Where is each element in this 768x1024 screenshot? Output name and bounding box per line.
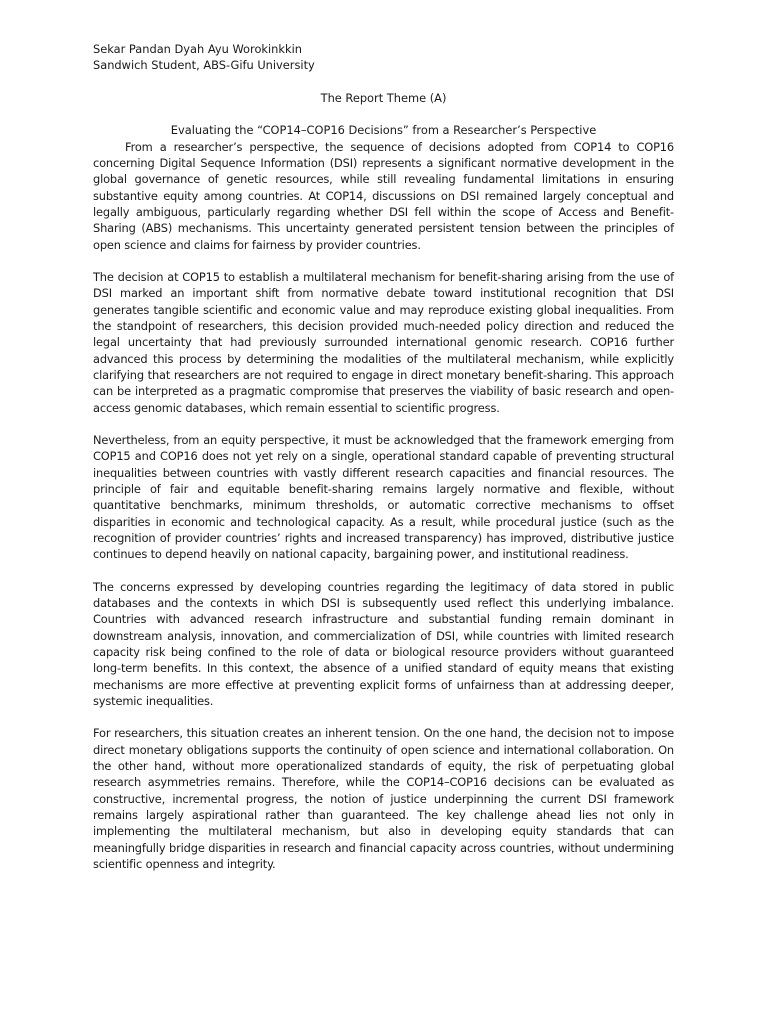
- body-paragraph: For researchers, this situation creates an inherent tension. On the one hand, the decision not to impose direct monetary obligations supports the continuity of open science and international collaboration. On the other hand, without more operationalized standards of equity, the risk of perpetuating global research asymmetries remains. Therefore, while the COP14–COP16 decisions can be evaluated as constructive, incremental progress, the notion of justice underpinning the current DSI framework remains largely aspirational rather than guaranteed. The key challenge ahead lies not only in implementing the multilateral mechanism, but also in developing equity standards that can meaningfully bridge disparities in research and financial capacity across countries, without undermining scientific openness and integrity.: [93, 726, 674, 871]
- body-paragraph: From a researcher’s perspective, the sequence of decisions adopted from COP14 to COP16 concerning Digital Sequence Information (DSI) represents a significant normative development in the global governance of genetic resources, while still revealing fundamental limitations in ensuring substantive equity among countries. At COP14, discussions on DSI remained largely conceptual and legally ambiguous, particularly regarding whether DSI fell within the scope of Access and Benefit-Sharing (ABS) mechanisms. This uncertainty generated persistent tension between the principles of open science and claims for fairness by provider countries.: [93, 139, 674, 252]
- report-theme: The Report Theme (A): [320, 90, 447, 105]
- author-name: Sekar Pandan Dyah Ayu Worokinkkin: [93, 42, 302, 56]
- body-paragraph: Nevertheless, from an equity perspective, it must be acknowledged that the framework emerging from COP15 and COP16 does not yet rely on a single, operational standard capable of preventing structural inequalities between countries with vastly different research capacities and financial resources. The principle of fair and equitable benefit-sharing remains largely normative and flexible, without quantitative benchmarks, minimum thresholds, or automatic corrective mechanisms to offset disparities in economic and technological capacity. As a result, while procedural justice (such as the recognition of provider countries’ rights and increased transparency) has improved, distributive justice continues to depend heavily on national capacity, bargaining power, and institutional readiness.: [93, 433, 674, 562]
- author-affiliation: Sandwich Student, ABS-Gifu University: [93, 58, 315, 73]
- report-title: Evaluating the “COP14–COP16 Decisions” from a Researcher’s Perspective: [170, 123, 597, 138]
- body-paragraph: The decision at COP15 to establish a multilateral mechanism for benefit-sharing arising from the use of DSI marked an important shift from normative debate toward institutional recognition that DSI generates tangible scientific and economic value and may reproduce existing global inequalities. From the standpoint of researchers, this decision provided much-needed policy direction and reduced the legal uncertainty that had previously surrounded international genomic research. COP16 further advanced this process by determining the modalities of the multilateral mechanism, while explicitly clarifying that researchers are not required to engage in direct monetary benefit-sharing. This approach can be interpreted as a pragmatic compromise that preserves the viability of basic research and open-access genomic databases, which remain essential to scientific progress.: [93, 270, 674, 415]
- body-paragraph: The concerns expressed by developing countries regarding the legitimacy of data stored in public databases and the contexts in which DSI is subsequently used reflect this underlying imbalance. Countries with advanced research infrastructure and substantial funding remain dominant in downstream analysis, innovation, and commercialization of DSI, while countries with limited research capacity risk being confined to the role of data or biological resource providers without guaranteed long-term benefits. In this context, the absence of a unified standard of equity means that existing mechanisms are more effective at preventing explicit forms of unfairness than at addressing deeper, systemic inequalities.: [93, 579, 674, 708]
- document-page: [93, 41, 674, 888]
